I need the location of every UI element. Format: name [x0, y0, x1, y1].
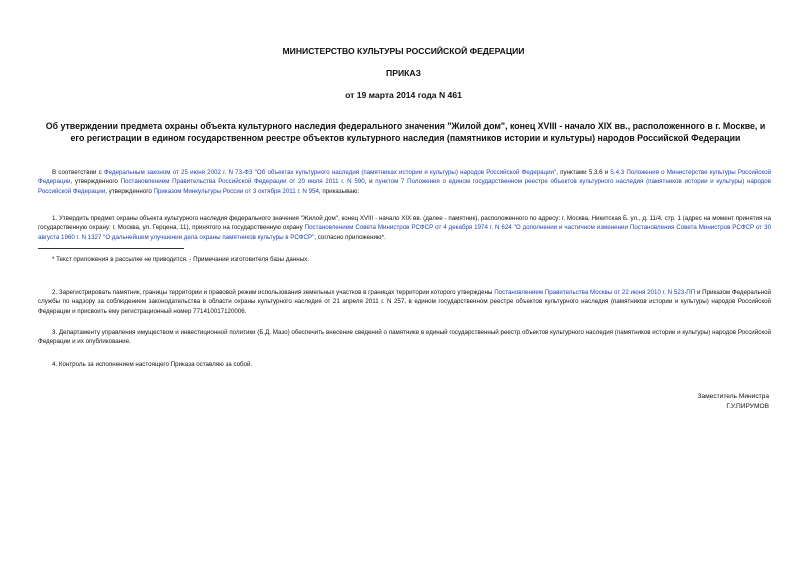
- government-decree-link[interactable]: Постановлением Правительства Российской Федерации от 20 июля 2011 г. N 590: [120, 178, 365, 186]
- document-title: Об утверждении предмета охраны объекта культурного наследия федерального значения "Жилой дом", конец XVIII - начало XIX вв., расположенного в г. Москве, и его регистрации в едином государственном реестре объектов культурного наследия (памятников истории и культуры) народов Российской Федерации: [45, 121, 766, 143]
- preamble-text: , утвержденного: [70, 178, 121, 186]
- item-3-paragraph: 3. Департаменту управления имуществом и инвестиционной политики (Б.Д. Мазо) обеспечить внесение сведений о памятнике в единый государственный реестр объектов культурного наследия (памятников истории и культуры) народов Российской Федерации и их опубликование.: [38, 329, 771, 346]
- footnote: * Текст приложения в рассылке не приводится. - Примечание изготовителя базы данных.: [52, 256, 309, 263]
- preamble-paragraph: [38, 168, 771, 196]
- preamble-text: В соответствии с: [52, 169, 104, 176]
- signature-position: Заместитель Министра: [697, 393, 769, 400]
- preamble-text: , утвержденного: [105, 187, 154, 195]
- item-2-text: и Приказом Федеральной службы по надзору за соблюдением законодательства в области охраны культурного наследия от 21 апреля 2011 г. N 257, в едином государственном реестре объектов культурного наследия (памятников истории и культуры) народов Российской Федерации и присвоить ему регистрационный номер 771410017120006.: [38, 289, 771, 315]
- document-type-heading: ПРИКАЗ: [386, 68, 421, 78]
- registry-regulation-link[interactable]: пунктом 7 Положения о едином государственном реестре объектов культурного наследия (памятников истории и культуры) народов Российской Федерации: [38, 178, 771, 195]
- moscow-government-decree-link[interactable]: Постановлением Правительства Москвы от 22 июня 2010 г. N 523-ПП: [494, 289, 696, 296]
- preamble-text: , приказываю:: [318, 187, 360, 195]
- document-date: от 19 марта 2014 года N 461: [345, 90, 462, 100]
- item-1-text: 1. Утвердить предмет охраны объекта культурного наследия федерального значения "Жилой дом", конец XVIII - начало XIX вв. (далее - памятник), расположенного по адресу: г. Москва, Никитская Б. ул., д. 11/4, стр. 1 (адрес на момент принятия на государственную охрану: г. Москва, ул. Герцена, 11), принятого на государственную охрану: [38, 215, 771, 232]
- ministry-heading: МИНИСТЕРСТВО КУЛЬТУРЫ РОССИЙСКОЙ ФЕДЕРАЦИИ: [282, 46, 525, 56]
- item-2-paragraph: [38, 288, 771, 316]
- preamble-text: , пунктами 5.3.6 и: [556, 169, 611, 176]
- ministry-order-link[interactable]: Приказом Минкультуры России от 3 октября 2011 г. N 954: [153, 187, 319, 195]
- item-2-text: 2. Зарегистрировать памятник, границы территории и правовой режим использования земельных участков в границах территории которого утверждены: [52, 289, 495, 296]
- council-decree-link[interactable]: Постановлением Совета Министров РСФСР от 4 декабря 1974 г. N 624 "О дополнении и частичном изменении Постановления Совета Министров РСФСР от 30 августа 1960 г. N 1327 "О дальнейшем улучшении дела охраны памятников культуры в РСФСР": [38, 224, 772, 241]
- item-1-paragraph: [38, 214, 771, 242]
- preamble-text: , и: [364, 178, 376, 186]
- footnote-divider: [38, 248, 184, 249]
- item-1-text: , согласно приложению*.: [314, 233, 386, 241]
- federal-law-link[interactable]: Федеральным законом от 25 июня 2002 г. N 73-ФЗ "Об объектах культурного наследия (памятниках истории и культуры) народов Российской Федерации": [103, 169, 557, 176]
- signature-block: [697, 392, 769, 412]
- ministry-regulation-link[interactable]: 5.4.3 Положения о Министерстве культуры Российской Федерации: [38, 169, 771, 186]
- signature-name: Г.У.ПИРУМОВ: [726, 403, 769, 410]
- item-4-paragraph: 4. Контроль за исполнением настоящего Приказа оставляю за собой.: [52, 361, 253, 368]
